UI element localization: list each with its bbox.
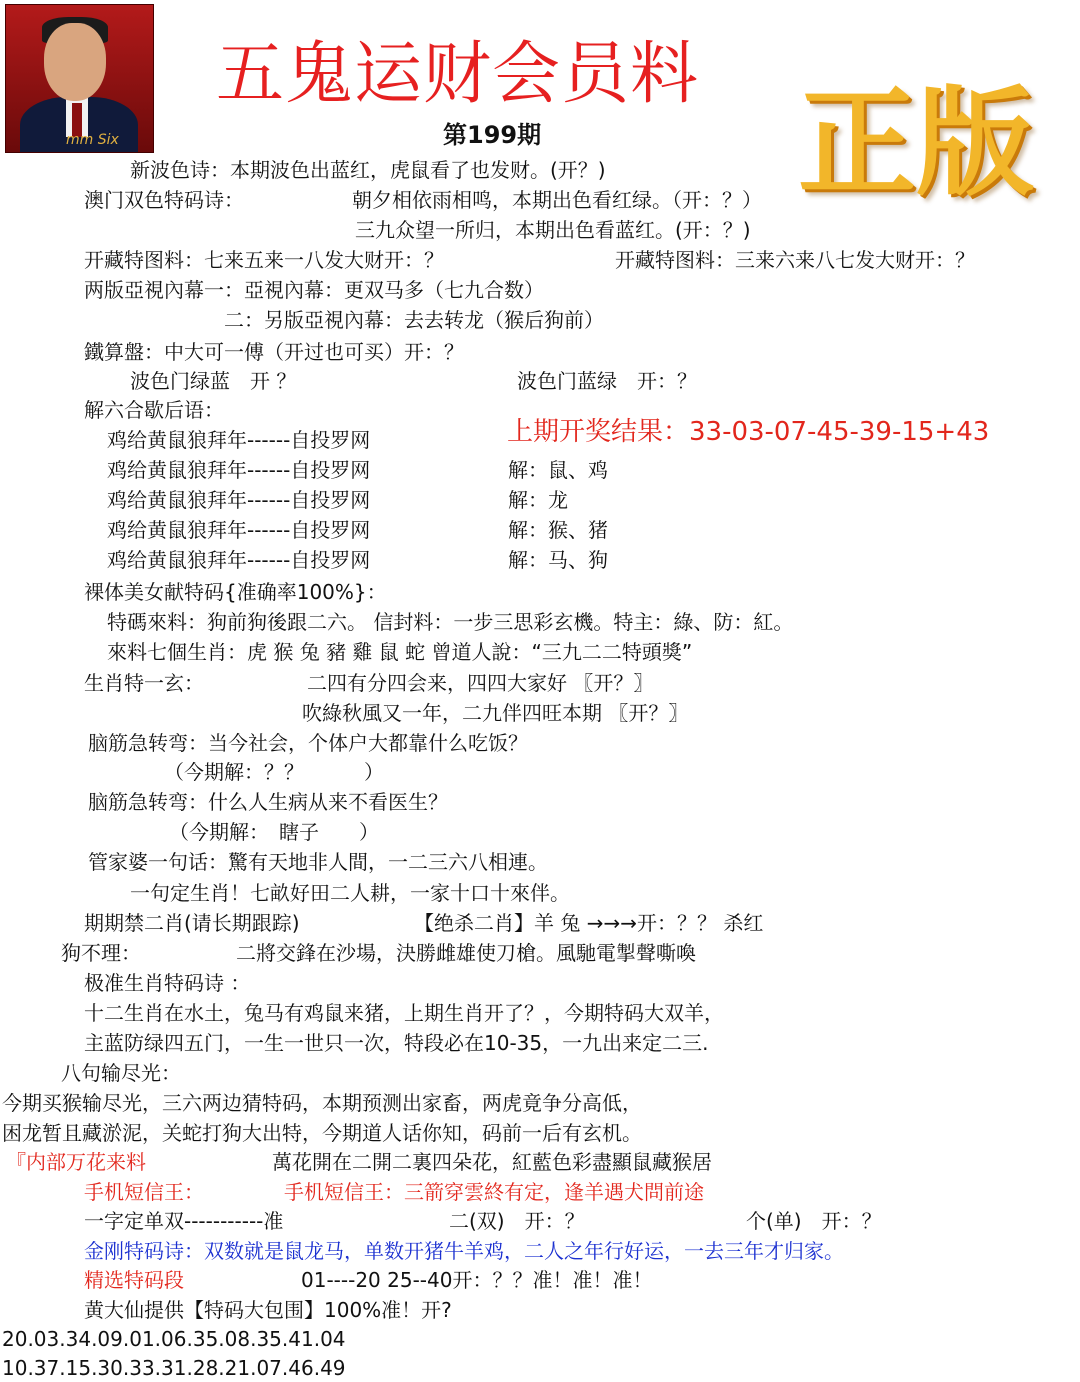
text-line: 鸡给黄鼠狼拜年------自投罗网 <box>107 428 371 452</box>
text-line: 鸡给黄鼠狼拜年------自投罗网 <box>107 488 371 512</box>
text-line: 10.37.15.30.33.31.28.21.07.46.49 <box>2 1356 346 1380</box>
text-line: 鐵算盤：中大可一傅（开过也可买）开：？ <box>84 340 464 364</box>
text-line: 管家婆一句话：驚有天地非人間，一二三六八相連。 <box>88 850 548 874</box>
text-line: 困龙暂且藏淤泥，关蛇打狗大出特，今期道人话你知，码前一后有玄机。 <box>2 1121 642 1145</box>
text-line: 二：另版亞視內幕：去去转龙（猴后狗前） <box>224 308 604 332</box>
text-line: 裸体美女献特码{准确率100%}： <box>84 580 387 604</box>
text-line: 鸡给黄鼠狼拜年------自投罗网 <box>107 458 371 482</box>
text-line: 精选特码段 <box>84 1268 184 1292</box>
text-line: 期期禁二肖(请长期跟踪) <box>84 911 300 935</box>
text-line: 手机短信王：三箭穿雲終有定，逢羊遇犬問前途 <box>284 1180 704 1204</box>
text-line: 解：马、狗 <box>508 548 608 572</box>
text-line: 脑筋急转弯：什么人生病从来不看医生？ <box>88 790 448 814</box>
text-line: 八句输尽光： <box>61 1061 181 1085</box>
issue-number: 第199期 <box>443 121 542 149</box>
text-line: 【绝杀二肖】羊 兔 →→→开：？？ 杀红 <box>414 911 764 935</box>
text-line: 个(单) 开：？ <box>746 1209 882 1233</box>
genuine-stamp: 正版 <box>798 73 1035 212</box>
text-line: 狗不理： <box>61 941 141 965</box>
text-line: 极准生肖特码诗 ： <box>84 971 251 995</box>
text-line: 二將交鋒在沙場，決勝雌雄使刀槍。風馳電掣聲嘶喚 <box>236 941 696 965</box>
text-line: 三九众望一所归，本期出色看蓝红。(开：？) <box>355 218 751 242</box>
text-line: 『内部万花来料 <box>6 1150 146 1174</box>
text-line: 特碼來料：狗前狗後跟二六。 信封料：一步三思彩玄機。特主：綠、防：紅。 <box>107 610 794 634</box>
text-line: 脑筋急转弯：当今社会，个体户大都靠什么吃饭？ <box>88 731 528 755</box>
text-line: 一句定生肖！七畝好田二人耕，一家十口十來伴。 <box>130 881 570 905</box>
text-line: 二四有分四会来，四四大家好 〖开？〗 <box>307 671 654 695</box>
text-line: 两版亞視內幕一：亞視內幕：更双马多（七九合数） <box>84 278 544 302</box>
text-line: （今期解： 瞎子 ） <box>169 820 379 844</box>
text-line: 鸡给黄鼠狼拜年------自投罗网 <box>107 518 371 542</box>
last-draw-result: 上期开奖结果：33-03-07-45-39-15+43 <box>507 417 990 447</box>
text-line: 20.03.34.09.01.06.35.08.35.41.04 <box>2 1327 346 1351</box>
text-line: 萬花開在二開二裏四朵花，紅藍色彩盡顯鼠藏猴居 <box>272 1150 712 1174</box>
page-title: 五鬼运财会员料 <box>216 35 700 114</box>
text-line: 生肖特一玄： <box>84 671 204 695</box>
text-line: 金刚特码诗：双数就是鼠龙马，单数开猪牛羊鸡，二人之年行好运，一去三年才归家。 <box>84 1239 844 1263</box>
text-line: 今期买猴输尽光，三六两边猜特码，本期预测出家畜，两虎竟争分高低， <box>2 1091 642 1115</box>
photo-watermark: mm Six <box>66 132 119 148</box>
text-line: 开藏特图料：三来六来八七发大财开：？ <box>615 248 975 272</box>
text-line: 朝夕相依雨相鸣，本期出色看红绿。（开：？） <box>352 188 762 212</box>
text-line: 澳门双色特码诗： <box>84 188 244 212</box>
text-line: 來料七個生肖：虎 猴 兔 豬 雞 鼠 蛇 曾道人說：“三九二二特頭獎” <box>107 640 693 664</box>
text-line: 开藏特图料：七来五来一八发大财开：？ <box>84 248 444 272</box>
text-line: 主蓝防绿四五门，一生一世只一次，特段必在10-35，一九出来定二三. <box>84 1031 709 1055</box>
text-line: 解六合歇后语： <box>84 398 224 422</box>
text-line: 新波色诗：本期波色出蓝红，虎鼠看了也发财。(开？) <box>130 158 606 182</box>
text-line: 吹綠秋風又一年，二九伴四旺本期 〖开？〗 <box>302 701 689 725</box>
text-line: 鸡给黄鼠狼拜年------自投罗网 <box>107 548 371 572</box>
text-line: 十二生肖在水土，兔马有鸡鼠来猪，上期生肖开了？，今期特码大双羊， <box>84 1001 724 1025</box>
text-line: 一字定单双-----------准 <box>84 1209 284 1233</box>
text-line: 波色门绿蓝 开 ？ <box>130 369 297 393</box>
text-line: 解：猴、猪 <box>508 518 608 542</box>
text-line: 解：龙 <box>508 488 568 512</box>
text-line: 波色门蓝绿 开：？ <box>517 369 697 393</box>
text-line: 解：鼠、鸡 <box>508 458 608 482</box>
text-line: 01----20 25--40开：？？准！准！准！ <box>301 1268 653 1292</box>
text-line: 二(双) 开：？ <box>449 1209 585 1233</box>
text-line: 手机短信王： <box>84 1180 204 1204</box>
text-line: （今期解：？？ ） <box>164 760 384 784</box>
text-line: 黄大仙提供【特码大包围】100%准！开? <box>84 1298 452 1322</box>
portrait-photo <box>5 4 154 153</box>
